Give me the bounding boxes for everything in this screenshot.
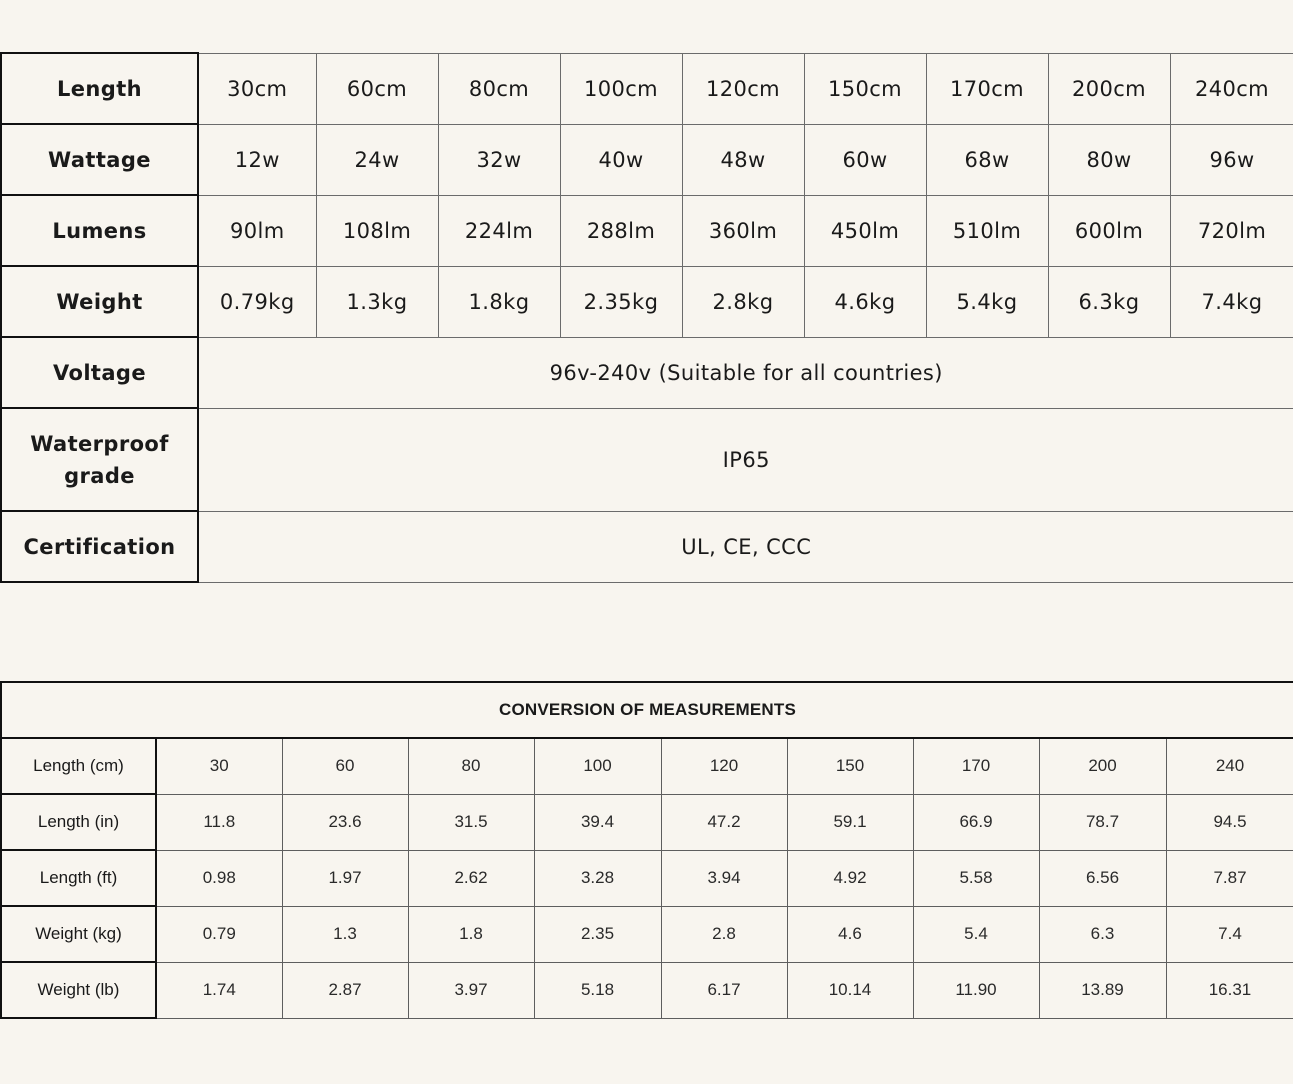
spec-cell: 7.4kg xyxy=(1170,266,1293,337)
spec-cell: 30cm xyxy=(198,53,316,124)
spec-cell: 96w xyxy=(1170,124,1293,195)
conversion-cell: 6.17 xyxy=(661,962,787,1018)
conversion-cell: 7.4 xyxy=(1166,906,1293,962)
spec-row-label xyxy=(1,408,198,511)
conversion-table xyxy=(0,681,1293,1019)
spec-cell: 600lm xyxy=(1048,195,1170,266)
spec-cell: 24w xyxy=(316,124,438,195)
conversion-cell: 60 xyxy=(282,738,408,794)
conversion-row-label: Weight (kg) xyxy=(1,906,156,962)
spec-cell: 224lm xyxy=(438,195,560,266)
conversion-cell: 5.4 xyxy=(913,906,1039,962)
waterproof-value: IP65 xyxy=(198,408,1293,511)
conversion-cell: 6.56 xyxy=(1039,850,1166,906)
conversion-cell: 240 xyxy=(1166,738,1293,794)
spec-cell: 100cm xyxy=(560,53,682,124)
spec-cell: 48w xyxy=(682,124,804,195)
conversion-cell: 30 xyxy=(156,738,282,794)
conversion-title-row xyxy=(1,682,1293,738)
conversion-cell: 1.97 xyxy=(282,850,408,906)
spec-cell: 4.6kg xyxy=(804,266,926,337)
spec-cell: 40w xyxy=(560,124,682,195)
spec-row-label: Lumens xyxy=(1,195,198,266)
conversion-cell: 0.98 xyxy=(156,850,282,906)
conversion-cell: 78.7 xyxy=(1039,794,1166,850)
conversion-row-length-ft xyxy=(1,850,1293,906)
conversion-cell: 2.8 xyxy=(661,906,787,962)
conversion-cell: 47.2 xyxy=(661,794,787,850)
conversion-cell: 2.87 xyxy=(282,962,408,1018)
spec-cell: 2.35kg xyxy=(560,266,682,337)
spec-cell: 80w xyxy=(1048,124,1170,195)
spec-cell: 450lm xyxy=(804,195,926,266)
spec-cell: 510lm xyxy=(926,195,1048,266)
conversion-cell: 13.89 xyxy=(1039,962,1166,1018)
spec-cell: 12w xyxy=(198,124,316,195)
conversion-cell: 3.28 xyxy=(534,850,661,906)
conversion-row-label: Weight (lb) xyxy=(1,962,156,1018)
conversion-row-length-cm xyxy=(1,738,1293,794)
conversion-cell: 5.58 xyxy=(913,850,1039,906)
spec-cell: 720lm xyxy=(1170,195,1293,266)
conversion-cell: 16.31 xyxy=(1166,962,1293,1018)
spec-cell: 1.3kg xyxy=(316,266,438,337)
conversion-cell: 66.9 xyxy=(913,794,1039,850)
conversion-cell: 80 xyxy=(408,738,534,794)
conversion-row-label: Length (in) xyxy=(1,794,156,850)
conversion-cell: 39.4 xyxy=(534,794,661,850)
spec-cell: 288lm xyxy=(560,195,682,266)
conversion-cell: 31.5 xyxy=(408,794,534,850)
spec-cell: 150cm xyxy=(804,53,926,124)
waterproof-label-line1: Waterproof xyxy=(30,431,169,456)
conversion-row-weight-lb xyxy=(1,962,1293,1018)
spec-row-weight xyxy=(1,266,1293,337)
spec-cell: 80cm xyxy=(438,53,560,124)
conversion-row-length-in xyxy=(1,794,1293,850)
spec-row-label: Length xyxy=(1,53,198,124)
conversion-row-label: Length (ft) xyxy=(1,850,156,906)
spec-cell: 5.4kg xyxy=(926,266,1048,337)
conversion-cell: 5.18 xyxy=(534,962,661,1018)
conversion-cell: 94.5 xyxy=(1166,794,1293,850)
spec-row-label: Certification xyxy=(1,511,198,582)
conversion-cell: 11.8 xyxy=(156,794,282,850)
conversion-cell: 100 xyxy=(534,738,661,794)
spec-table xyxy=(0,52,1293,583)
certification-value: UL, CE, CCC xyxy=(198,511,1293,582)
conversion-row-label: Length (cm) xyxy=(1,738,156,794)
conversion-cell: 2.62 xyxy=(408,850,534,906)
spec-row-label: Wattage xyxy=(1,124,198,195)
spec-cell: 60w xyxy=(804,124,926,195)
conversion-cell: 3.94 xyxy=(661,850,787,906)
spec-cell: 120cm xyxy=(682,53,804,124)
spec-cell: 6.3kg xyxy=(1048,266,1170,337)
spec-cell: 68w xyxy=(926,124,1048,195)
spec-row-length xyxy=(1,53,1293,124)
spec-row-label: Voltage xyxy=(1,337,198,408)
conversion-cell: 4.92 xyxy=(787,850,913,906)
spec-row-certification xyxy=(1,511,1293,582)
conversion-cell: 4.6 xyxy=(787,906,913,962)
waterproof-label-line2: grade xyxy=(64,463,135,488)
conversion-title: CONVERSION OF MEASUREMENTS xyxy=(1,682,1293,738)
conversion-cell: 170 xyxy=(913,738,1039,794)
conversion-cell: 0.79 xyxy=(156,906,282,962)
spec-row-waterproof xyxy=(1,408,1293,511)
conversion-cell: 1.3 xyxy=(282,906,408,962)
conversion-cell: 11.90 xyxy=(913,962,1039,1018)
conversion-cell: 7.87 xyxy=(1166,850,1293,906)
conversion-cell: 6.3 xyxy=(1039,906,1166,962)
conversion-cell: 150 xyxy=(787,738,913,794)
spec-row-voltage xyxy=(1,337,1293,408)
conversion-row-weight-kg xyxy=(1,906,1293,962)
conversion-cell: 23.6 xyxy=(282,794,408,850)
conversion-cell: 59.1 xyxy=(787,794,913,850)
conversion-cell: 2.35 xyxy=(534,906,661,962)
spec-cell: 1.8kg xyxy=(438,266,560,337)
conversion-cell: 1.8 xyxy=(408,906,534,962)
spec-row-lumens xyxy=(1,195,1293,266)
spec-cell: 240cm xyxy=(1170,53,1293,124)
conversion-cell: 200 xyxy=(1039,738,1166,794)
spec-cell: 360lm xyxy=(682,195,804,266)
voltage-value: 96v-240v (Suitable for all countries) xyxy=(198,337,1293,408)
spec-cell: 90lm xyxy=(198,195,316,266)
spec-cell: 2.8kg xyxy=(682,266,804,337)
spec-cell: 0.79kg xyxy=(198,266,316,337)
conversion-cell: 120 xyxy=(661,738,787,794)
conversion-cell: 1.74 xyxy=(156,962,282,1018)
spec-cell: 108lm xyxy=(316,195,438,266)
spec-cell: 170cm xyxy=(926,53,1048,124)
conversion-cell: 10.14 xyxy=(787,962,913,1018)
conversion-cell: 3.97 xyxy=(408,962,534,1018)
spec-row-label: Weight xyxy=(1,266,198,337)
spec-row-wattage xyxy=(1,124,1293,195)
spec-cell: 200cm xyxy=(1048,53,1170,124)
spec-cell: 60cm xyxy=(316,53,438,124)
spec-cell: 32w xyxy=(438,124,560,195)
